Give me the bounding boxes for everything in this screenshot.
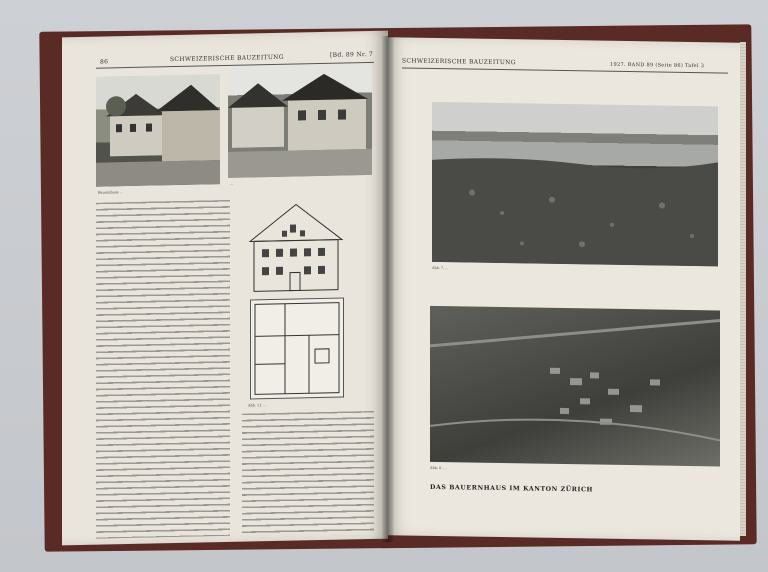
running-head: SCHWEIZERISCHE BAUZEITUNG	[170, 53, 284, 64]
aerial-caption-1: Abb. 7. ...	[432, 265, 449, 271]
page-edges	[740, 42, 746, 536]
farmhouse-illustration-2	[228, 65, 372, 178]
aerial-photo-lake	[432, 102, 718, 266]
left-page	[62, 31, 388, 546]
issue-right: 1927. BAND 89 (Seite 86) Tafel 3	[610, 61, 705, 70]
floor-plan-drawing	[250, 298, 344, 400]
aerial-photo-village	[430, 306, 720, 467]
book-gutter	[382, 36, 394, 542]
farmhouse-photo-1	[96, 74, 220, 187]
page-number: 86	[100, 58, 109, 66]
photo-caption-1: Bauernhaus ...	[98, 190, 123, 195]
right-page	[388, 37, 740, 541]
body-text-column-1	[96, 200, 230, 539]
aerial-caption-2: Abb. 8. ...	[430, 465, 447, 471]
issue-number: [Bd. 89 Nr. 7	[330, 50, 373, 59]
photo-caption-2: ...	[230, 181, 234, 186]
body-text-column-2	[242, 411, 374, 538]
house-elevation-drawing	[246, 199, 346, 295]
drawing-caption: Abb. 11. ...	[248, 403, 267, 408]
aerial-landscape-1	[432, 102, 718, 266]
farmhouse-photo-2	[228, 65, 372, 178]
aerial-landscape-2	[430, 306, 720, 467]
section-title: DAS BAUERNHAUS IM KANTON ZÜRICH	[430, 483, 593, 494]
farmhouse-illustration-1	[96, 74, 220, 187]
running-head-right: SCHWEIZERISCHE BAUZEITUNG	[402, 57, 516, 67]
